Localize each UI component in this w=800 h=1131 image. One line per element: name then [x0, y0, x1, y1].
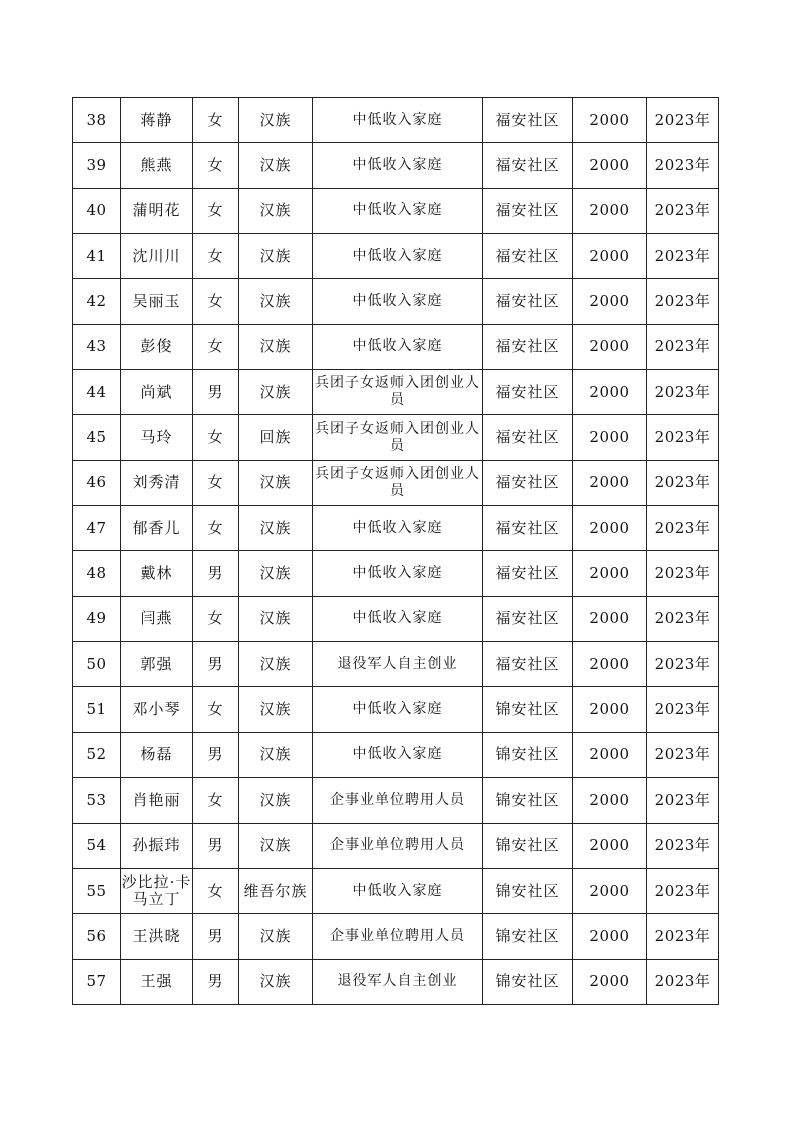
amount-cell: 2000: [573, 551, 647, 596]
category-cell: 中低收入家庭: [313, 324, 483, 369]
name-cell: 王强: [121, 959, 193, 1004]
gender-cell: 女: [193, 279, 239, 324]
amount-cell: 2000: [573, 732, 647, 777]
gender-cell: 女: [193, 778, 239, 823]
year-cell: 2023年: [647, 370, 719, 415]
gender-cell: 男: [193, 732, 239, 777]
community-cell: 锦安社区: [483, 959, 573, 1004]
community-cell: 锦安社区: [483, 868, 573, 913]
table-row: [73, 778, 719, 823]
name-cell: 蒲明花: [121, 188, 193, 233]
gender-cell: 女: [193, 460, 239, 505]
ethnicity-cell: 汉族: [239, 370, 313, 415]
ethnicity-cell: 汉族: [239, 959, 313, 1004]
year-cell: 2023年: [647, 687, 719, 732]
community-cell: 福安社区: [483, 642, 573, 687]
gender-cell: 男: [193, 642, 239, 687]
year-cell: 2023年: [647, 778, 719, 823]
row-number-cell: 55: [73, 868, 121, 913]
name-cell: 沙比拉·卡马立丁: [121, 868, 193, 913]
amount-cell: 2000: [573, 234, 647, 279]
table-row: [73, 732, 719, 777]
category-cell: 中低收入家庭: [313, 596, 483, 641]
table-row: [73, 642, 719, 687]
gender-cell: 女: [193, 143, 239, 188]
name-cell: 马玲: [121, 415, 193, 460]
amount-cell: 2000: [573, 98, 647, 143]
row-number-cell: 41: [73, 234, 121, 279]
row-number-cell: 57: [73, 959, 121, 1004]
ethnicity-cell: 汉族: [239, 143, 313, 188]
row-number-cell: 45: [73, 415, 121, 460]
table-row: [73, 959, 719, 1004]
row-number-cell: 52: [73, 732, 121, 777]
ethnicity-cell: 汉族: [239, 823, 313, 868]
year-cell: 2023年: [647, 596, 719, 641]
year-cell: 2023年: [647, 279, 719, 324]
name-cell: 杨磊: [121, 732, 193, 777]
table-row: [73, 143, 719, 188]
community-cell: 锦安社区: [483, 687, 573, 732]
category-cell: 退役军人自主创业: [313, 642, 483, 687]
amount-cell: 2000: [573, 596, 647, 641]
row-number-cell: 40: [73, 188, 121, 233]
community-cell: 锦安社区: [483, 914, 573, 959]
table-row: [73, 551, 719, 596]
name-cell: 熊燕: [121, 143, 193, 188]
row-number-cell: 54: [73, 823, 121, 868]
name-cell: 沈川川: [121, 234, 193, 279]
category-cell: 兵团子女返师入团创业人员: [313, 370, 483, 415]
year-cell: 2023年: [647, 234, 719, 279]
ethnicity-cell: 汉族: [239, 732, 313, 777]
category-cell: 中低收入家庭: [313, 188, 483, 233]
gender-cell: 男: [193, 551, 239, 596]
community-cell: 锦安社区: [483, 823, 573, 868]
year-cell: 2023年: [647, 143, 719, 188]
name-cell: 孙振玮: [121, 823, 193, 868]
gender-cell: 女: [193, 324, 239, 369]
gender-cell: 女: [193, 98, 239, 143]
row-number-cell: 38: [73, 98, 121, 143]
community-cell: 福安社区: [483, 188, 573, 233]
name-cell: 戴林: [121, 551, 193, 596]
name-cell: 尚斌: [121, 370, 193, 415]
amount-cell: 2000: [573, 959, 647, 1004]
ethnicity-cell: 汉族: [239, 642, 313, 687]
row-number-cell: 51: [73, 687, 121, 732]
amount-cell: 2000: [573, 914, 647, 959]
table-row: [73, 324, 719, 369]
year-cell: 2023年: [647, 551, 719, 596]
community-cell: 福安社区: [483, 324, 573, 369]
category-cell: 中低收入家庭: [313, 98, 483, 143]
ethnicity-cell: 汉族: [239, 234, 313, 279]
community-cell: 福安社区: [483, 460, 573, 505]
gender-cell: 男: [193, 823, 239, 868]
name-cell: 蒋静: [121, 98, 193, 143]
ethnicity-cell: 汉族: [239, 98, 313, 143]
name-cell: 郭强: [121, 642, 193, 687]
name-cell: 郁香儿: [121, 506, 193, 551]
category-cell: 中低收入家庭: [313, 279, 483, 324]
gender-cell: 女: [193, 596, 239, 641]
table-row: [73, 460, 719, 505]
year-cell: 2023年: [647, 98, 719, 143]
amount-cell: 2000: [573, 370, 647, 415]
category-cell: 企事业单位聘用人员: [313, 823, 483, 868]
name-cell: 闫燕: [121, 596, 193, 641]
name-cell: 吴丽玉: [121, 279, 193, 324]
year-cell: 2023年: [647, 506, 719, 551]
year-cell: 2023年: [647, 823, 719, 868]
row-number-cell: 56: [73, 914, 121, 959]
row-number-cell: 49: [73, 596, 121, 641]
community-cell: 福安社区: [483, 370, 573, 415]
category-cell: 兵团子女返师入团创业人员: [313, 415, 483, 460]
gender-cell: 女: [193, 868, 239, 913]
table-row: [73, 415, 719, 460]
year-cell: 2023年: [647, 188, 719, 233]
amount-cell: 2000: [573, 506, 647, 551]
ethnicity-cell: 汉族: [239, 596, 313, 641]
gender-cell: 男: [193, 914, 239, 959]
amount-cell: 2000: [573, 324, 647, 369]
amount-cell: 2000: [573, 687, 647, 732]
year-cell: 2023年: [647, 914, 719, 959]
ethnicity-cell: 汉族: [239, 551, 313, 596]
amount-cell: 2000: [573, 279, 647, 324]
amount-cell: 2000: [573, 415, 647, 460]
roster-body: [73, 98, 719, 1005]
row-number-cell: 42: [73, 279, 121, 324]
roster-table: [72, 97, 719, 1005]
year-cell: 2023年: [647, 868, 719, 913]
row-number-cell: 53: [73, 778, 121, 823]
category-cell: 中低收入家庭: [313, 506, 483, 551]
row-number-cell: 46: [73, 460, 121, 505]
table-row: [73, 98, 719, 143]
community-cell: 福安社区: [483, 143, 573, 188]
table-row: [73, 370, 719, 415]
row-number-cell: 48: [73, 551, 121, 596]
name-cell: 彭俊: [121, 324, 193, 369]
table-row: [73, 914, 719, 959]
name-cell: 肖艳丽: [121, 778, 193, 823]
community-cell: 福安社区: [483, 415, 573, 460]
ethnicity-cell: 汉族: [239, 188, 313, 233]
ethnicity-cell: 汉族: [239, 460, 313, 505]
category-cell: 兵团子女返师入团创业人员: [313, 460, 483, 505]
ethnicity-cell: 汉族: [239, 914, 313, 959]
year-cell: 2023年: [647, 324, 719, 369]
gender-cell: 女: [193, 188, 239, 233]
community-cell: 福安社区: [483, 279, 573, 324]
name-cell: 王洪晓: [121, 914, 193, 959]
year-cell: 2023年: [647, 642, 719, 687]
table-row: [73, 234, 719, 279]
category-cell: 中低收入家庭: [313, 234, 483, 279]
gender-cell: 女: [193, 687, 239, 732]
amount-cell: 2000: [573, 188, 647, 233]
ethnicity-cell: 汉族: [239, 279, 313, 324]
gender-cell: 女: [193, 415, 239, 460]
gender-cell: 男: [193, 959, 239, 1004]
row-number-cell: 43: [73, 324, 121, 369]
community-cell: 锦安社区: [483, 732, 573, 777]
year-cell: 2023年: [647, 415, 719, 460]
community-cell: 福安社区: [483, 98, 573, 143]
community-cell: 福安社区: [483, 551, 573, 596]
category-cell: 中低收入家庭: [313, 143, 483, 188]
amount-cell: 2000: [573, 868, 647, 913]
table-row: [73, 596, 719, 641]
ethnicity-cell: 汉族: [239, 506, 313, 551]
table-row: [73, 279, 719, 324]
community-cell: 福安社区: [483, 506, 573, 551]
ethnicity-cell: 回族: [239, 415, 313, 460]
amount-cell: 2000: [573, 642, 647, 687]
community-cell: 锦安社区: [483, 778, 573, 823]
category-cell: 中低收入家庭: [313, 687, 483, 732]
table-row: [73, 687, 719, 732]
name-cell: 邓小琴: [121, 687, 193, 732]
ethnicity-cell: 维吾尔族: [239, 868, 313, 913]
amount-cell: 2000: [573, 460, 647, 505]
table-row: [73, 823, 719, 868]
row-number-cell: 39: [73, 143, 121, 188]
row-number-cell: 47: [73, 506, 121, 551]
year-cell: 2023年: [647, 959, 719, 1004]
category-cell: 中低收入家庭: [313, 732, 483, 777]
category-cell: 退役军人自主创业: [313, 959, 483, 1004]
table-row: [73, 868, 719, 913]
amount-cell: 2000: [573, 823, 647, 868]
category-cell: 企事业单位聘用人员: [313, 778, 483, 823]
name-cell: 刘秀清: [121, 460, 193, 505]
table-row: [73, 506, 719, 551]
gender-cell: 女: [193, 506, 239, 551]
category-cell: 企事业单位聘用人员: [313, 914, 483, 959]
category-cell: 中低收入家庭: [313, 551, 483, 596]
community-cell: 福安社区: [483, 234, 573, 279]
ethnicity-cell: 汉族: [239, 778, 313, 823]
row-number-cell: 44: [73, 370, 121, 415]
year-cell: 2023年: [647, 460, 719, 505]
amount-cell: 2000: [573, 778, 647, 823]
amount-cell: 2000: [573, 143, 647, 188]
community-cell: 福安社区: [483, 596, 573, 641]
gender-cell: 女: [193, 234, 239, 279]
ethnicity-cell: 汉族: [239, 324, 313, 369]
year-cell: 2023年: [647, 732, 719, 777]
ethnicity-cell: 汉族: [239, 687, 313, 732]
table-row: [73, 188, 719, 233]
gender-cell: 男: [193, 370, 239, 415]
row-number-cell: 50: [73, 642, 121, 687]
category-cell: 中低收入家庭: [313, 868, 483, 913]
